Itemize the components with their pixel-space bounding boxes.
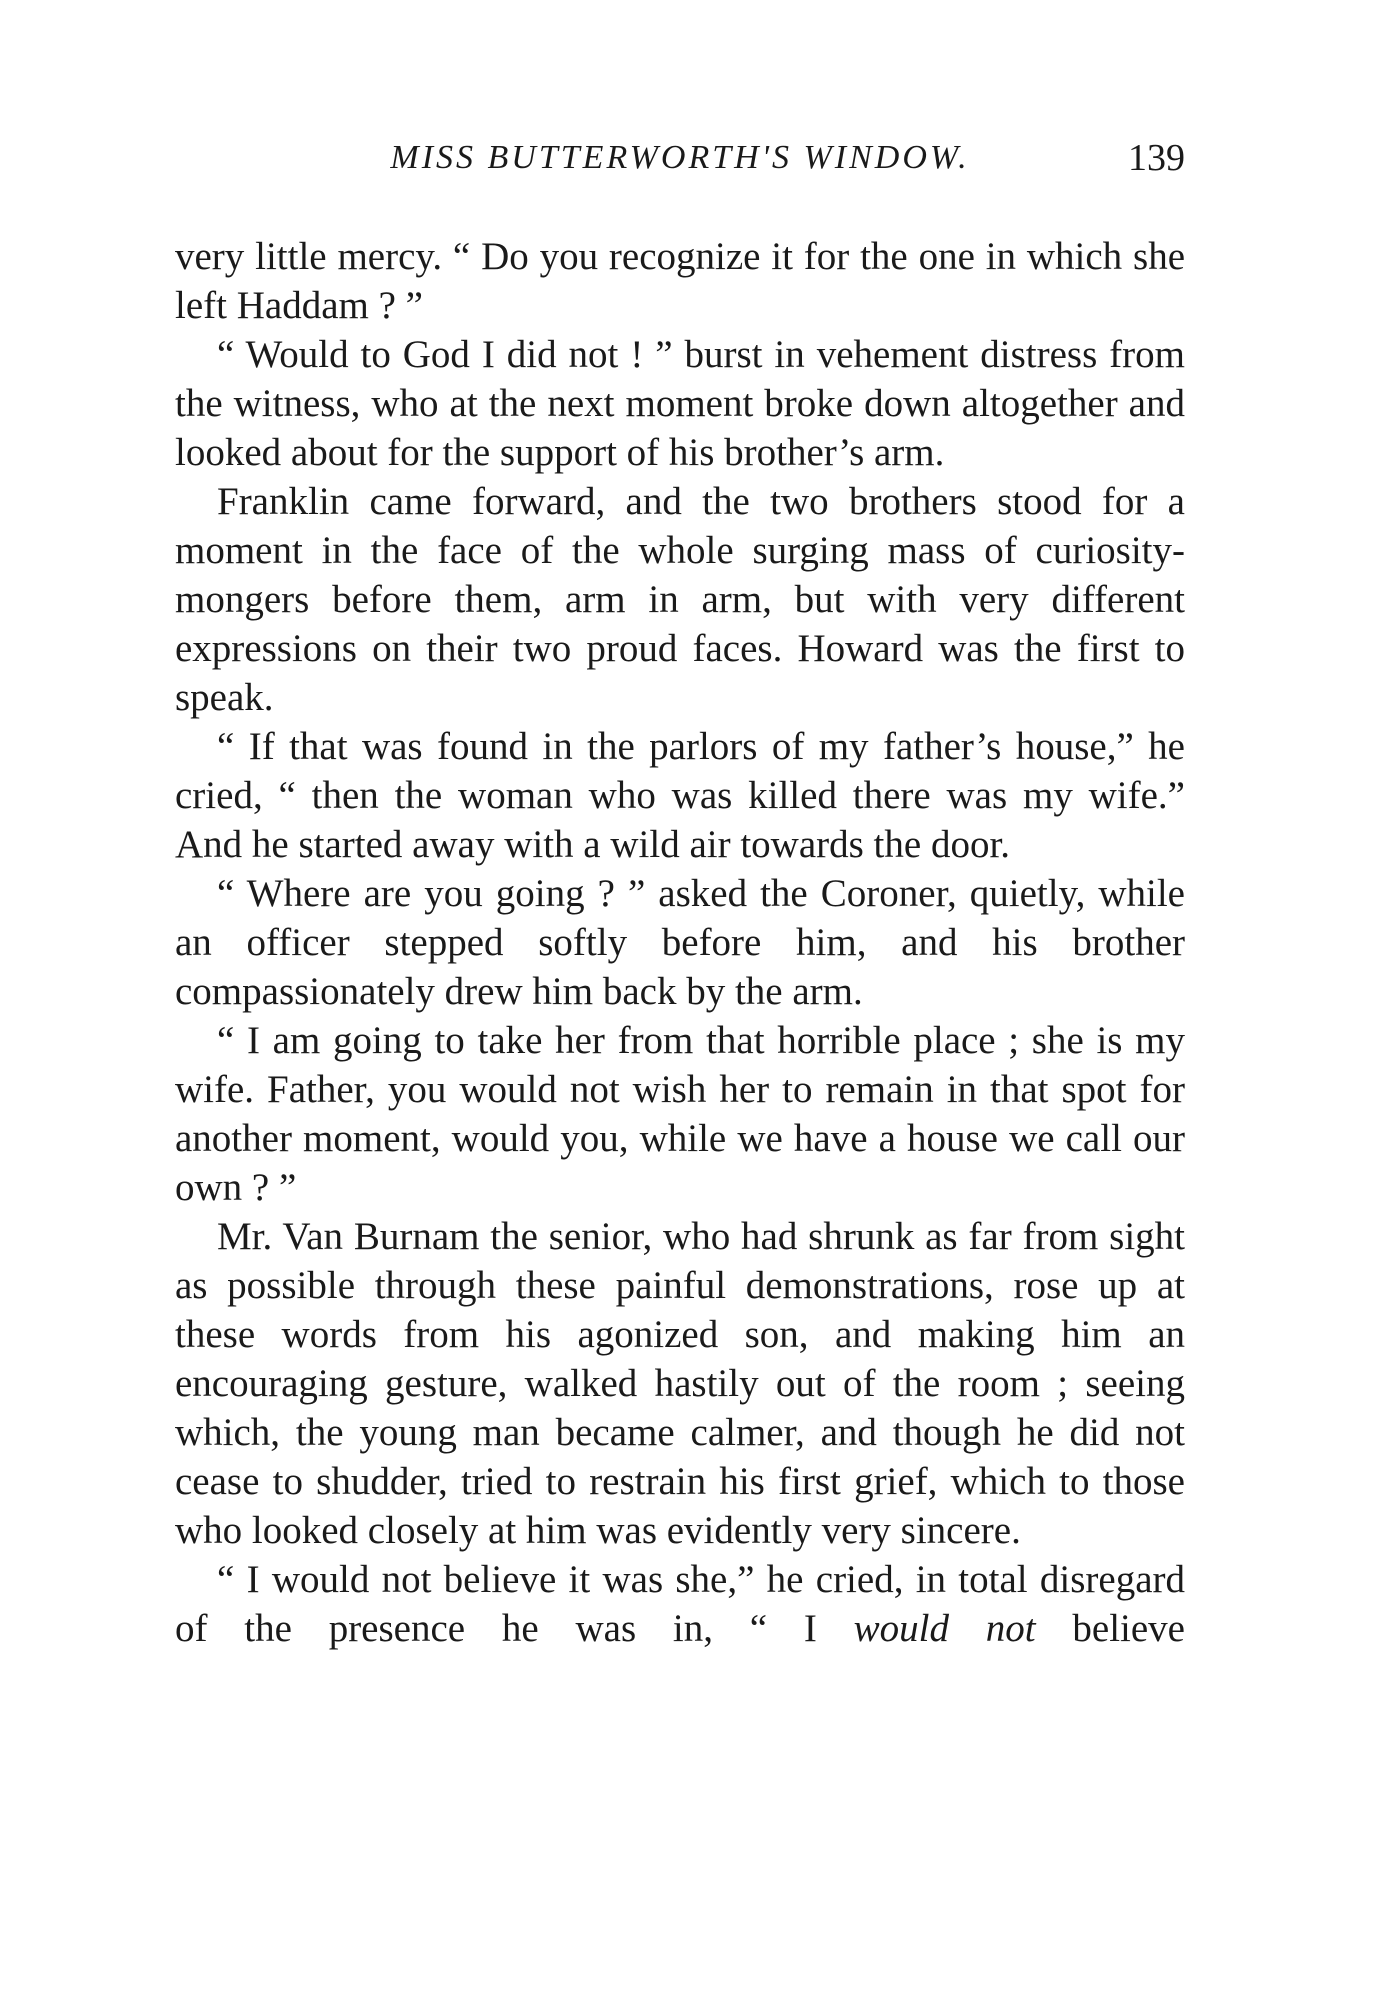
paragraph: “ Where are you going ? ” asked the Coroner, quietly, while an officer stepped softly before him, and his brother compassionately drew him back by the arm. xyxy=(175,872,1185,1013)
paragraph: Franklin came forward, and the two brothers stood for a moment in the face of the whole surging mass of curiosity-mongers before them, arm in arm, but with very different expressions on their two proud faces. Howard was the first to speak. xyxy=(175,480,1185,719)
paragraph: “ If that was found in the parlors of my father’s house,” he cried, “ then the woman who was killed there was my wife.” And he started away with a wild air towards the door. xyxy=(175,725,1185,866)
emphasized-text: would not xyxy=(853,1607,1036,1650)
body-text xyxy=(175,232,1185,1653)
running-title: MISS BUTTERWORTH'S WINDOW. xyxy=(390,139,970,176)
final-text-end: believe xyxy=(1035,1607,1185,1650)
page-number: 139 xyxy=(1128,137,1185,179)
paragraph-continuation: very little mercy. “ Do you recognize it for the one in which she left Haddam ? ” xyxy=(175,235,1185,327)
running-head xyxy=(175,133,1185,183)
final-text-start: “ I would not believe it was she,” he cried, in total disregard of the presence he was in, “ I xyxy=(175,1558,1185,1650)
paragraph-final xyxy=(175,1555,1185,1653)
paragraph: “ I am going to take her from that horrible place ; she is my wife. Father, you would not wish her to remain in that spot for another moment, would you, while we have a house we call our own ? ” xyxy=(175,1019,1185,1209)
paragraph: Mr. Van Burnam the senior, who had shrunk as far from sight as possible through these painful demonstrations, rose up at these words from his agonized son, and making him an encouraging gesture, walked hastily out of the room ; seeing which, the young man became calmer, and though he did not cease to shudder, tried to restrain his first grief, which to those who looked closely at him was evidently very sincere. xyxy=(175,1215,1185,1552)
paragraph: “ Would to God I did not ! ” burst in vehement distress from the witness, who at the next moment broke down altogether and looked about for the support of his brother’s arm. xyxy=(175,333,1185,474)
